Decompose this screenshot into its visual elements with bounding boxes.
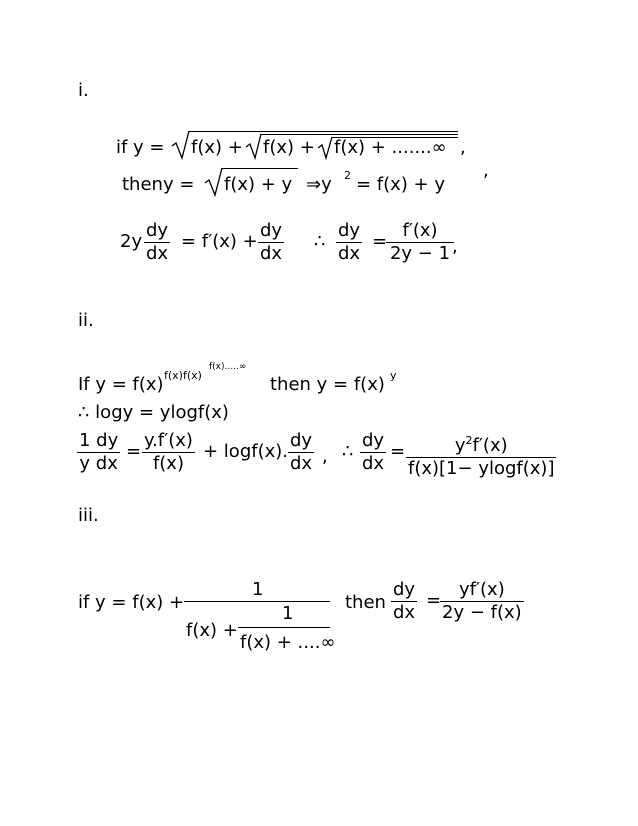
- fraction-numerator: f′(x): [402, 220, 438, 241]
- part-iii-lead: if y = f(x) +: [78, 592, 185, 613]
- fraction-denominator: dx: [362, 453, 385, 474]
- therefore-symbol: ∴: [342, 441, 354, 462]
- fraction-numerator: yf′(x): [458, 579, 505, 600]
- part-i-line1-comma: ,: [460, 137, 466, 158]
- part-ii-line1-then: then y = f(x): [270, 374, 385, 395]
- fraction-result: [406, 430, 556, 480]
- part-i-line3-comma: ,: [452, 236, 458, 257]
- continued-fraction-bar-outer: [184, 601, 330, 602]
- fraction-dy-dx: [288, 430, 314, 475]
- continued-fraction-one-inner: 1: [282, 603, 294, 624]
- fraction-dy-dx: [144, 220, 170, 265]
- fraction-dy-dx: [336, 220, 362, 265]
- equals-sign: =: [372, 231, 388, 252]
- fraction-1-over-y-dy-dx: [77, 430, 120, 475]
- fraction-numerator: dy: [290, 430, 313, 451]
- fraction-dy-dx: [258, 220, 284, 265]
- part-ii-line2: ∴ logy = ylogf(x): [78, 402, 229, 423]
- part-ii-line1-sup-y: y: [390, 369, 397, 382]
- part-i-line1-term1: f(x) +: [191, 137, 243, 158]
- fraction-numerator: [453, 430, 510, 457]
- fraction-numerator: dy: [260, 220, 283, 241]
- fraction-dy-dx: [360, 430, 386, 475]
- numerator-y: y: [454, 435, 466, 456]
- continued-fraction-mid: f(x) +: [186, 620, 238, 641]
- radical-bar-middle: [261, 134, 458, 135]
- fraction-denominator: dx: [393, 602, 416, 623]
- fraction-denominator: f(x)[1− ylogf(x)]: [408, 458, 555, 479]
- fraction-denominator: dx: [290, 453, 313, 474]
- fraction-denominator: dx: [260, 243, 283, 264]
- continued-fraction-inner-den: f(x) + ....∞: [240, 632, 336, 653]
- part-ii-line3-mid: + logf(x).: [203, 441, 288, 462]
- part-i-line1-term2: f(x) +: [263, 137, 315, 158]
- numerator-fprime: f′(x): [472, 435, 508, 456]
- fraction-result: [440, 579, 524, 624]
- part-i-line3-lead: 2y: [120, 231, 143, 252]
- fraction-numerator: dy: [146, 220, 169, 241]
- fraction-numerator: dy: [393, 579, 416, 600]
- fraction-yf-over-f: [142, 430, 195, 475]
- part-i-line2-radicand: f(x) + y: [224, 174, 293, 195]
- part-i-line1-term3: f(x) + .......∞: [334, 137, 447, 158]
- fraction-numerator: dy: [362, 430, 385, 451]
- part-i-label: i.: [78, 80, 89, 101]
- fraction-numerator: 1 dy: [79, 430, 119, 451]
- part-ii-line3-comma: ,: [322, 446, 328, 467]
- part-i-line3-mid: = f′(x) +: [181, 231, 258, 252]
- part-ii-label: ii.: [78, 310, 94, 331]
- fraction-numerator: y.f′(x): [144, 430, 193, 451]
- power-tower-level1: f(x)f(x): [164, 369, 202, 382]
- fraction-denominator: dx: [146, 243, 169, 264]
- part-iii-label: iii.: [78, 505, 99, 526]
- fraction-denominator: 2y − f(x): [442, 602, 522, 623]
- part-iii-then: then: [345, 592, 386, 613]
- power-tower-level2: f(x).....∞: [209, 362, 247, 372]
- fraction-dy-dx: [391, 579, 417, 624]
- therefore-symbol: ∴: [314, 231, 326, 252]
- continued-fraction-one-outer: 1: [252, 579, 264, 600]
- numerator-sup: 2: [465, 434, 473, 447]
- radical-bar-line2: [222, 168, 298, 169]
- continued-fraction-bar-inner: [238, 627, 330, 628]
- fraction-numerator: dy: [338, 220, 361, 241]
- fraction-denominator: dx: [338, 243, 361, 264]
- part-i-line1-lead: if y =: [116, 137, 165, 158]
- fraction-result: [386, 220, 454, 265]
- part-i-line2-lead: theny =: [122, 174, 195, 195]
- part-i-line2-sup: 2: [344, 169, 351, 182]
- part-i-line2-implies: ⇒y: [306, 174, 332, 195]
- equals-sign: =: [390, 441, 406, 462]
- fraction-denominator: 2y − 1: [389, 243, 451, 264]
- fraction-denominator: f(x): [152, 453, 184, 474]
- radical-bar-outer: [189, 131, 458, 132]
- equals-sign: =: [426, 590, 442, 611]
- fraction-denominator: y dx: [79, 453, 118, 474]
- part-ii-line1-lead: If y = f(x): [78, 374, 164, 395]
- part-i-stray-comma: ,: [483, 160, 489, 181]
- equals-sign: =: [126, 441, 142, 462]
- part-i-line2-rest: = f(x) + y: [356, 174, 446, 195]
